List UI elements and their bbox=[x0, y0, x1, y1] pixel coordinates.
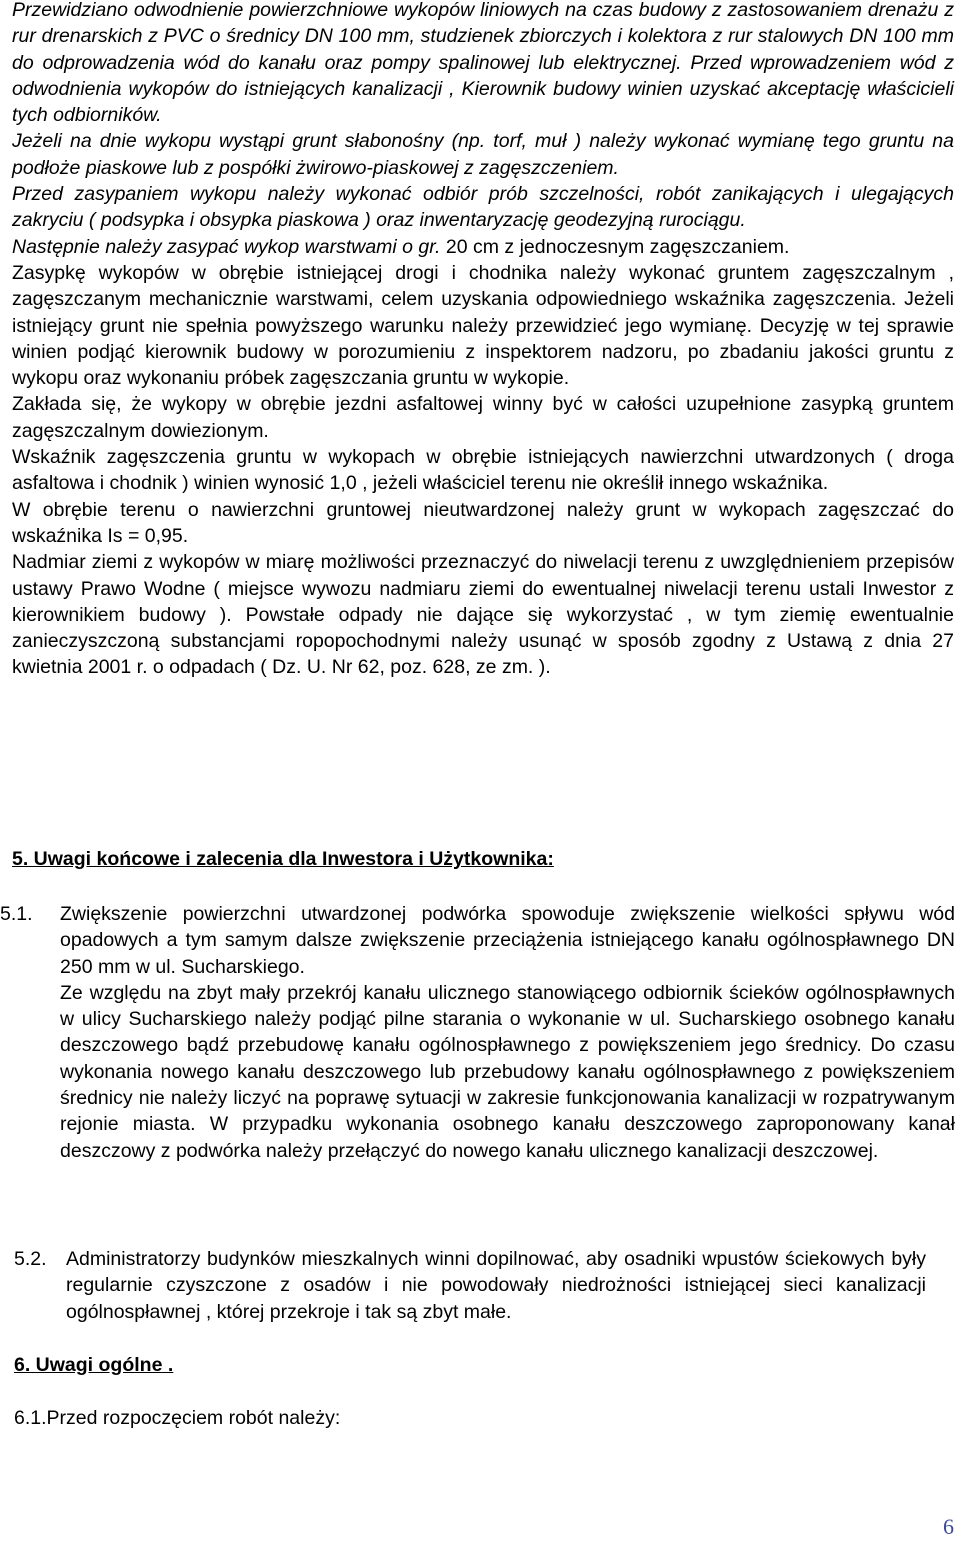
paragraph-backfill-acceptance-text: Przed zasypaniem wykopu należy wykonać odbiór prób szczelności, robót zanikających i ulegających zakryciu ( podsypka i obsypka piaskowa ) oraz inwentaryzację geodezyjną rurociągu. bbox=[12, 183, 954, 232]
item-5-2-paragraph-1: Administratorzy budynków mieszkalnych winni dopilnować, aby osadniki wpustów ściekowych były regularnie czyszczone z osadów i nie powodowały niedrożności istniejącej sieci kanalizacji ogólnospławnej , której przekroje i tak są zbyt małe. bbox=[66, 1248, 926, 1323]
section-5-heading: 5. Uwagi końcowe i zalecenia dla Inwestora i Użytkownika: bbox=[12, 848, 554, 870]
item-5-2-number: 5.2. bbox=[14, 1248, 47, 1270]
item-5-1-body bbox=[60, 901, 955, 1164]
item-5-2-body bbox=[66, 1246, 926, 1325]
paragraph-compaction: Zasypkę wykopów w obrębie istniejącej drogi i chodnika należy wykonać gruntem zagęszczalnym , zagęszczanym mechanicznie warstwami, celem uzyskania odpowiedniego wskaźnika zagęszczenia. Jeżeli istniejący grunt nie spełnia powyższego warunku należy przewidzieć jego wymianę. Decyzję w tej sprawie winien podjąć kierownik budowy w porozumieniu z inspektorem nadzoru, po zbadaniu jakości gruntu z wykopu oraz wykonaniu próbek zagęszczania gruntu w wykopie. bbox=[12, 261, 954, 390]
paragraph-weak-soil: Jeżeli na dnie wykopu wystąpi grunt słabonośny (np. torf, muł ) należy wykonać wymianę tego gruntu na podłoże piaskowe lub z pospółki żwirowo-piaskowej z zagęszczeniem. bbox=[12, 130, 954, 179]
item-5-1-paragraph-1: Zwiększenie powierzchni utwardzonej podwórka spowoduje zwiększenie wielkości spływu wód opadowych a tym samym dalsze zwiększenie przeciążenia istniejącego kanału ogólnospławnego DN 250 mm w ul. Sucharskiego. bbox=[60, 903, 955, 978]
intro-text bbox=[12, 0, 954, 681]
section-6-1-subheading: 6.1.Przed rozpoczęciem robót należy: bbox=[14, 1407, 341, 1429]
paragraph-layers-text: Następnie należy zasypać wykop warstwami o gr. bbox=[12, 235, 441, 258]
section-6-heading bbox=[14, 1352, 173, 1378]
paragraph-compaction-index: Wskaźnik zagęszczenia gruntu w wykopach w obrębie istniejących nawierzchni utwardzonych ( droga asfaltowa i chodnik ) winien wynosić 1,0 , jeżeli właściciel terenu nie określił innego wskaźnika. bbox=[12, 446, 954, 495]
item-5-1-number: 5.1. bbox=[0, 903, 33, 925]
section-6-heading-text: 6. Uwagi ogólne bbox=[14, 1354, 163, 1376]
item-5-1 bbox=[0, 901, 955, 1164]
paragraph-layers-text-end: 20 cm z jednoczesnym zagęszczaniem. bbox=[440, 235, 790, 258]
page-number: 6 bbox=[943, 1514, 954, 1539]
paragraph-layers bbox=[12, 234, 954, 260]
paragraph-asphalt: Zakłada się, że wykopy w obrębie jezdni asfaltowej winny być w całości uzupełnione zasypką gruntem zagęszczalnym dowiezionym. bbox=[12, 393, 954, 442]
section-6-heading-suffix: . bbox=[162, 1354, 174, 1376]
paragraph-unpaved: W obrębie terenu o nawierzchni gruntowej nieutwardzonej należy grunt w wykopach zagęszczać do wskaźnika Is = 0,95. bbox=[12, 498, 954, 547]
paragraph-backfill-acceptance bbox=[12, 181, 954, 234]
paragraph-drainage: Przewidziano odwodnienie powierzchniowe wykopów liniowych na czas budowy z zastosowaniem drenażu z rur drenarskich z PVC o średnicy DN 100 mm, studzienek zbiorczych i kolektora z rur stalowych DN 100 mm do odprowadzenia wód do kanału oraz pompy spalinowej lub elektrycznej. Przed wprowadzeniem wód z odwodnienia wykopów do istniejących kanalizacji , Kierownik budowy winien uzyskać akceptację właścicieli tych odbiorników. bbox=[12, 0, 954, 127]
paragraph-excess-soil: Nadmiar ziemi z wykopów w miarę możliwości przeznaczyć do niwelacji terenu z uwzględnieniem przepisów ustawy Prawo Wodne ( miejsce wywozu nadmiaru ziemi do ewentualnej niwelacji terenu ustali Inwestor z kierownikiem budowy ). Powstałe odpady nie dające się wykorzystać , w tym ziemię ewentualnie zanieczyszczoną substancjami ropopochodnymi należy usunąć w sposób zgodny z Ustawą z dnia 27 kwietnia 2001 r. o odpadach ( Dz. U. Nr 62, poz. 628, ze zm. ). bbox=[12, 551, 954, 679]
item-5-1-paragraph-2: Ze względu na zbyt mały przekrój kanału ulicznego stanowiącego odbiornik ścieków ogólnospławnych w ulicy Sucharskiego należy podjąć pilne starania o wykonanie w ul. Sucharskiego osobnego kanału deszczowego bądź przebudowę kanału ogólnospławnego z powiększeniem jego średnicy. Do czasu wykonania nowego kanału deszczowego lub przebudowy kanału ogólnospławnego z powiększeniem średnicy nie należy liczyć na poprawę sytuacji w zakresie funkcjonowania kanalizacji w rozpatrywanym rejonie miasta. W przypadku wykonania osobnego kanału deszczowego zaproponowany kanał deszczowy z podwórka należy przełączyć do nowego kanału ulicznego kanalizacji deszczowej. bbox=[60, 981, 955, 1162]
item-5-2 bbox=[14, 1246, 926, 1325]
